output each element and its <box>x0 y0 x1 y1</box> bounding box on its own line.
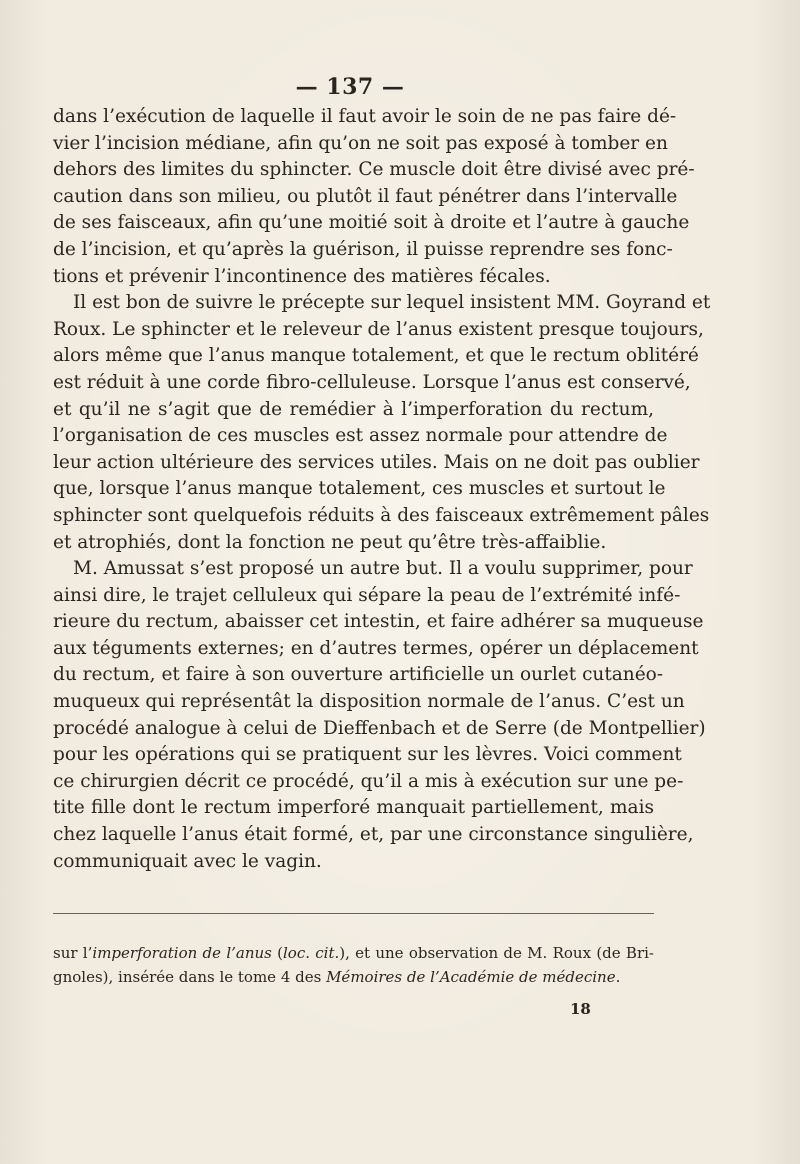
text-line: pour les opérations qui se pratiquent sur les lèvres. Voici comment <box>53 744 682 766</box>
text-line: alors même que l’anus manque totalement, et que le rectum oblitéré <box>53 345 699 367</box>
text-line: communiquait avec le vagin. <box>53 850 322 872</box>
page-number: — 137 — <box>295 74 405 100</box>
text-line: chez laquelle l’anus était formé, et, par une circonstance singulière, <box>53 824 694 846</box>
body-text <box>53 104 711 875</box>
text-line: et qu’il ne s’agit que de remédier à l’imperforation du rectum, <box>53 398 654 420</box>
text-line: aux téguments externes; en d’autres termes, opérer un déplacement <box>53 637 699 659</box>
text-line: de ses faisceaux, afin qu’une moitié soit à droite et l’autre à gauche <box>53 212 690 234</box>
text-line: sphincter sont quelquefois réduits à des faisceaux extrêmement pâles <box>53 504 710 526</box>
text-line: Il est bon de suivre le précepte sur lequel insistent MM. Goyrand et <box>73 292 711 314</box>
text-line: leur action ultérieure des services utiles. Mais on ne doit pas oublier <box>53 451 700 473</box>
text-line: procédé analogue à celui de Dieffenbach et de Serre (de Montpellier) <box>53 717 706 739</box>
text-line: que, lorsque l’anus manque totalement, ces muscles et surtout le <box>53 478 666 500</box>
text-line: dans l’exécution de laquelle il faut avoir le soin de ne pas faire dé- <box>53 106 677 127</box>
text-line: caution dans son milieu, ou plutôt il faut pénétrer dans l’intervalle <box>53 185 678 207</box>
text-line: tite fille dont le rectum imperforé manquait partiellement, mais <box>53 797 654 819</box>
text-line: du rectum, et faire à son ouverture artificielle un ourlet cutanéo- <box>53 664 664 686</box>
footnote-line-1: sur l’imperforation de l’anus (loc. cit.), et une observation de M. Roux (de Bri- <box>53 944 654 962</box>
text-line: Roux. Le sphincter et le releveur de l’anus existent presque toujours, <box>53 318 704 340</box>
footnote-rule <box>53 913 654 914</box>
signature-mark: 18 <box>570 1000 591 1018</box>
text-line: ainsi dire, le trajet celluleux qui sépare la peau de l’extrémité infé- <box>53 584 681 606</box>
text-line: rieure du rectum, abaisser cet intestin, et faire adhérer sa muqueuse <box>53 611 704 633</box>
footnote <box>53 941 654 989</box>
text-line: tions et prévenir l’incontinence des matières fécales. <box>53 265 551 287</box>
text-line: muqueux qui représentât la disposition normale de l’anus. C’est un <box>53 691 685 713</box>
text-line: et atrophiés, dont la fonction ne peut qu’être très-affaiblie. <box>53 531 607 553</box>
text-line: dehors des limites du sphincter. Ce muscle doit être divisé avec pré- <box>53 159 695 181</box>
text-line: M. Amussat s’est proposé un autre but. Il a voulu supprimer, pour <box>73 558 693 580</box>
text-line: est réduit à une corde fibro-celluleuse. Lorsque l’anus est conservé, <box>53 371 691 393</box>
text-line: l’organisation de ces muscles est assez normale pour attendre de <box>53 425 668 447</box>
text-line: vier l’incision médiane, afin qu’on ne soit pas exposé à tomber en <box>53 132 668 154</box>
text-line: ce chirurgien décrit ce procédé, qu’il a mis à exécution sur une pe- <box>53 770 684 792</box>
footnote-line-2: gnoles), insérée dans le tome 4 des Mémoires de l’Académie de médecine. <box>53 968 621 986</box>
text-line: de l’incision, et qu’après la guérison, il puisse reprendre ses fonc- <box>53 238 673 260</box>
